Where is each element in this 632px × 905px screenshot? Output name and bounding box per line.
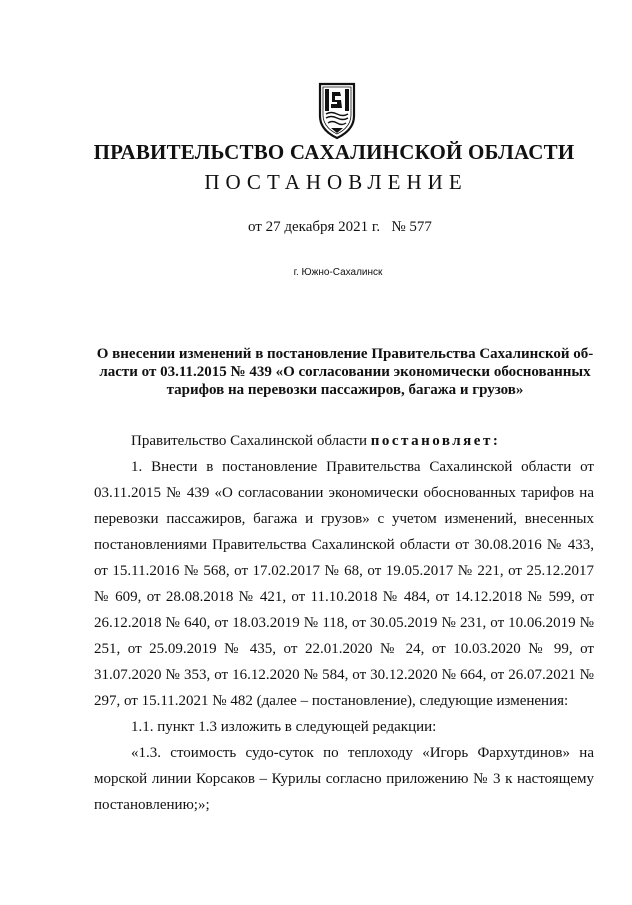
subject-line: тарифов на перевозки пассажиров, багажа и грузов»: [166, 382, 524, 398]
item-1-paragraph: 1. Внести в постановление Правительства Сахалинской области от 03.11.2015 № 439 «О согласовании экономически обоснованных тарифов на перевозки пассажиров, багажа и грузов» с учетом изменений, внесенных постановлениями Правительства Сахалинской области от 30.08.2016 № 433, от 15.11.2016 № 568, от 17.02.2017 № 68, от 19.05.2017 № 221, от 25.12.2017 № 609, от 28.08.2018 № 421, от 11.10.2018 № 484, от 14.12.2018 № 599, от 26.12.2018 № 640, от 18.03.2019 № 118, от 30.05.2019 № 231, от 10.06.2019 № 251, от 25.09.2019 № 435, от 22.01.2020 № 24, от 10.03.2020 № 99, от 31.07.2020 № 353, от 16.12.2020 № 584, от 30.12.2020 № 664, от 26.07.2021 № 297, от 15.11.2021 № 482 (далее – постановление), следующие изменения:: [94, 459, 594, 709]
document-body: [94, 428, 594, 818]
subject-line: ласти от 03.11.2015 № 439 «О согласовании экономически обоснованных: [99, 364, 591, 380]
date-number-line: от 27 декабря 2021 г. № 577: [248, 219, 432, 235]
quote-paragraph: «1.3. стоимость судо-суток по теплоходу «Игорь Фархутдинов» на морской линии Корсаков – Курилы согласно приложению № 3 к настоящему постановлению;»;: [94, 745, 594, 813]
subject-line: О внесении изменений в постановление Правительства Сахалинской об-: [96, 346, 594, 362]
intro-paragraph: [94, 428, 594, 454]
city-name: г. Южно-Сахалинск: [293, 267, 383, 278]
document-type: ПОСТАНОВЛЕНИЕ: [204, 170, 468, 194]
coat-of-arms-icon: [314, 82, 360, 140]
intro-prefix: Правительство Сахалинской области: [131, 433, 371, 449]
subject-heading: [95, 345, 595, 399]
item-1-1-paragraph: 1.1. пункт 1.3 изложить в следующей редакции:: [131, 719, 437, 735]
intro-verb: постановляет:: [370, 433, 501, 449]
government-title: ПРАВИТЕЛЬСТВО САХАЛИНСКОЙ ОБЛАСТИ: [93, 140, 575, 164]
